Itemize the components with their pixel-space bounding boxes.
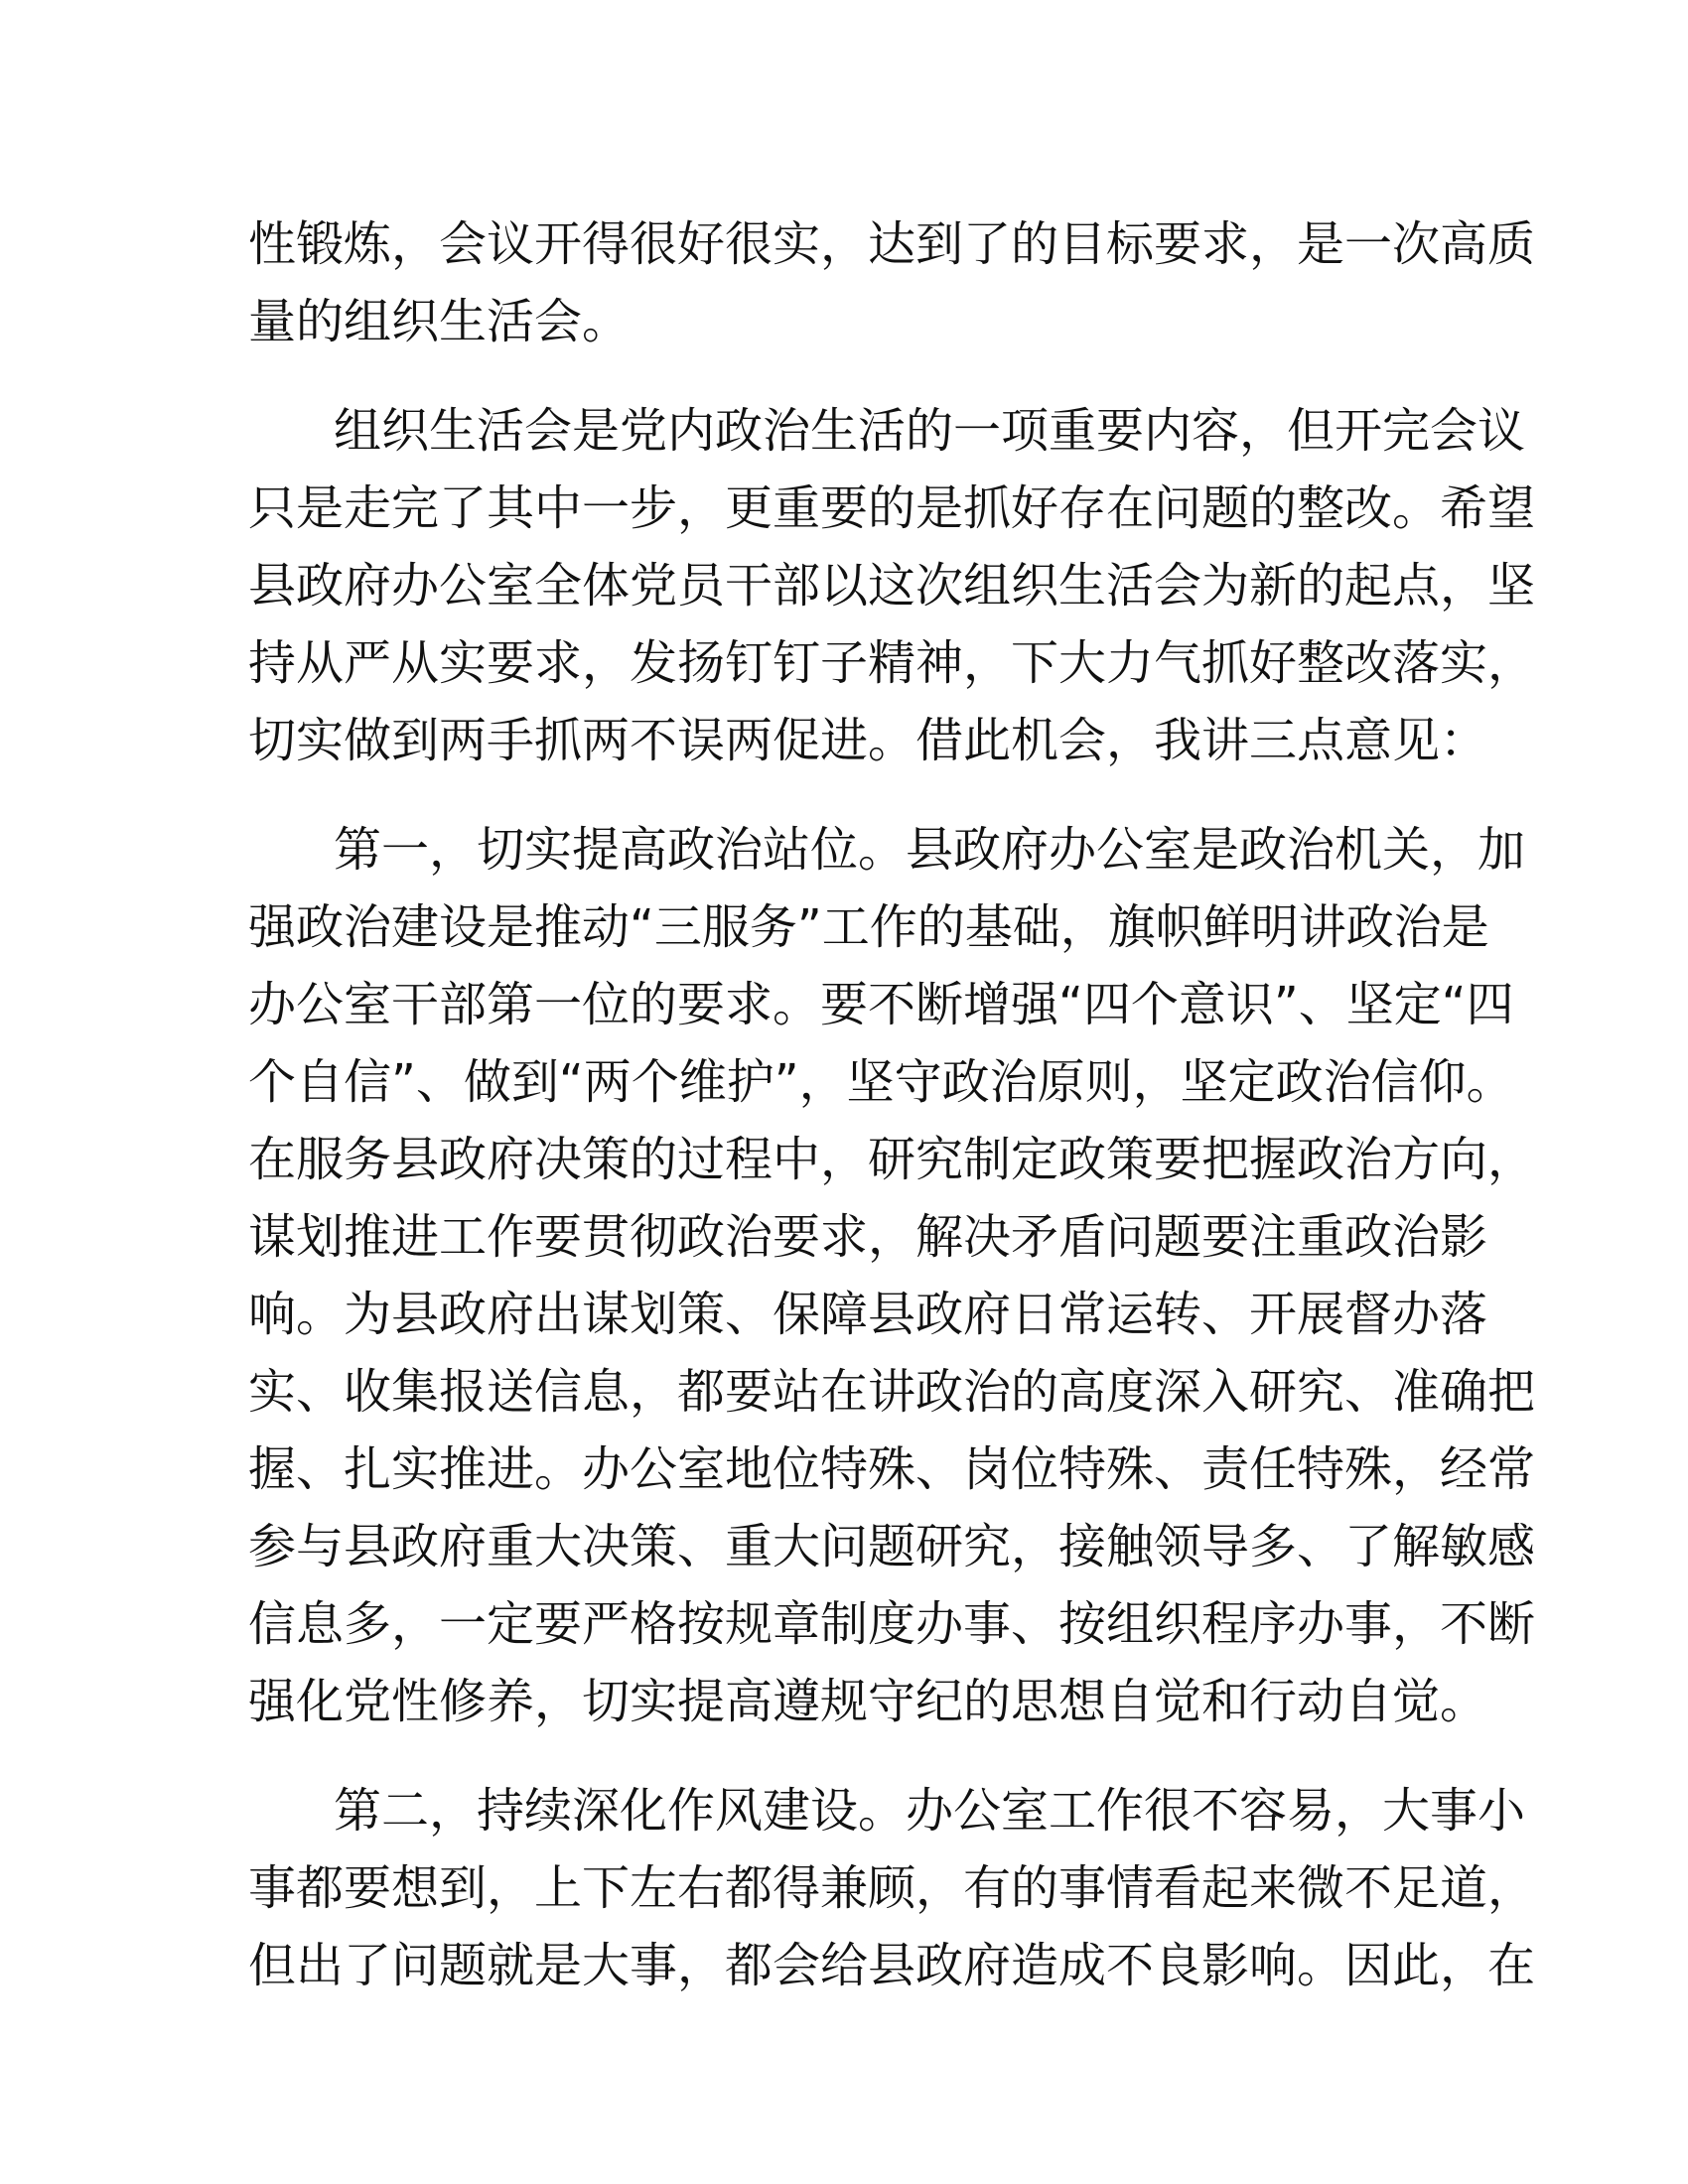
text-line: 第一，切实提高政治站位。县政府办公室是政治机关，加 <box>334 822 1526 878</box>
text-line: 握、扎实推进。办公室地位特殊、岗位特殊、责任特殊，经常 <box>248 1441 1536 1497</box>
text-line: 县政府办公室全体党员干部以这次组织生活会为新的起点，坚 <box>248 558 1536 614</box>
text-line: 切实做到两手抓两不误两促进。借此机会，我讲三点意见： <box>248 713 1488 768</box>
text-line: 性锻炼，会议开得很好很实，达到了的目标要求，是一次高质 <box>248 216 1536 272</box>
paragraph-3 <box>248 811 1536 1740</box>
text-line: 持从严从实要求，发扬钉钉子精神，下大力气抓好整改落实， <box>248 635 1536 691</box>
text-line: 响。为县政府出谋划策、保障县政府日常运转、开展督办落 <box>248 1287 1488 1342</box>
text-line: 强政治建设是推动“三服务”工作的基础，旗帜鲜明讲政治是 <box>248 899 1489 955</box>
text-line: 个自信”、做到“两个维护”，坚守政治原则，坚定政治信仰。 <box>248 1054 1514 1110</box>
text-line: 办公室干部第一位的要求。要不断增强“四个意识”、坚定“四 <box>248 977 1514 1032</box>
text-line: 参与县政府重大决策、重大问题研究，接触领导多、了解敏感 <box>248 1519 1536 1574</box>
text-line: 在服务县政府决策的过程中，研究制定政策要把握政治方向， <box>248 1132 1536 1187</box>
text-line: 但出了问题就是大事，都会给县政府造成不良影响。因此，在 <box>248 1938 1536 1993</box>
text-line: 强化党性修养，切实提高遵规守纪的思想自觉和行动自觉。 <box>248 1674 1488 1729</box>
text-line: 量的组织生活会。 <box>248 294 631 349</box>
text-line: 实、收集报送信息，都要站在讲政治的高度深入研究、准确把 <box>248 1364 1536 1420</box>
paragraph-2 <box>248 392 1536 779</box>
text-line: 谋划推进工作要贯彻政治要求，解决矛盾问题要注重政治影 <box>248 1209 1488 1265</box>
text-line: 第二，持续深化作风建设。办公室工作很不容易，大事小 <box>334 1783 1526 1839</box>
text-line: 信息多，一定要严格按规章制度办事、按组织程序办事，不断 <box>248 1596 1536 1652</box>
paragraph-4 <box>248 1772 1536 2004</box>
document-page <box>248 205 1536 2004</box>
paragraph-1 <box>248 205 1536 360</box>
text-line: 只是走完了其中一步，更重要的是抓好存在问题的整改。希望 <box>248 480 1536 536</box>
text-line: 事都要想到，上下左右都得兼顾，有的事情看起来微不足道， <box>248 1860 1536 1916</box>
text-line: 组织生活会是党内政治生活的一项重要内容，但开完会议 <box>334 403 1526 459</box>
